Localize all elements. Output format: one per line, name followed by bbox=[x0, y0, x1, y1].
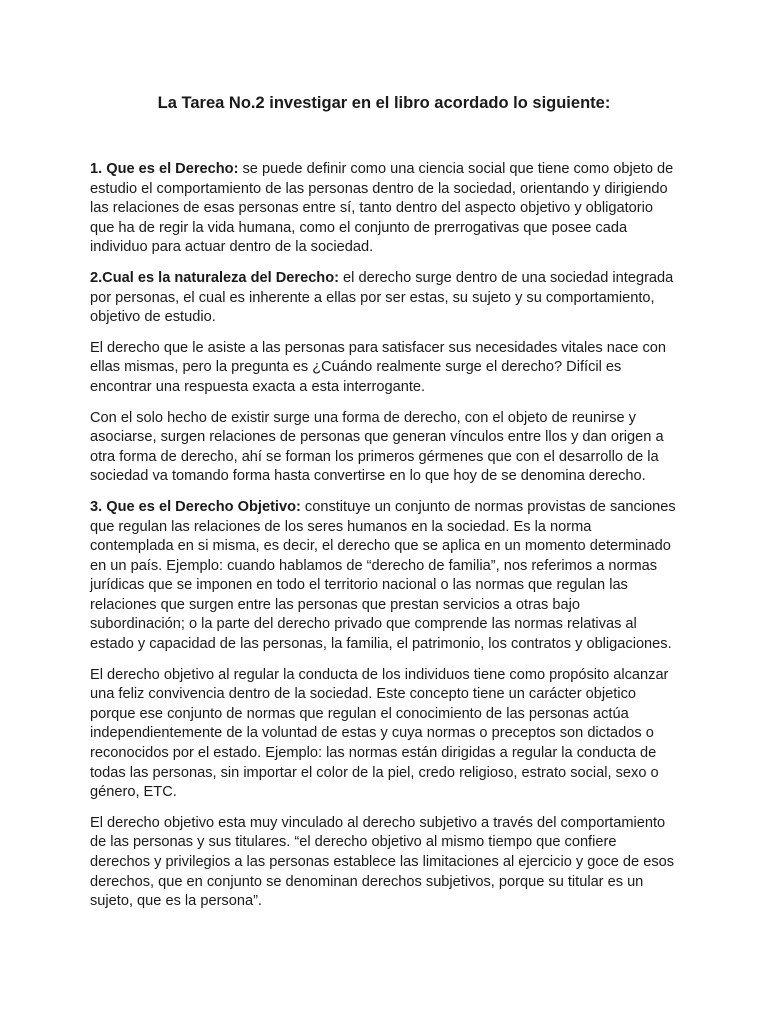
paragraph-regular-conducta bbox=[90, 666, 678, 803]
paragraph-heading: 2.Cual es la naturaleza del Derecho: bbox=[90, 269, 339, 286]
paragraph-text: Con el solo hecho de existir surge una forma de derecho, con el objeto de reunirse y asociarse, surgen relaciones de personas que generan vínculos entre llos y dan origen a otra forma de derecho, ahí se forman los primeros gérmenes que con el desarrollo de la sociedad va tomando forma hasta convertirse en lo que hoy de se denomina derecho. bbox=[90, 409, 664, 485]
paragraph-text: constituye un conjunto de normas provistas de sanciones que regulan las relaciones de los seres humanos en la sociedad. Es la norma contemplada en si misma, es decir, el derecho que se aplica en un momento determinado en un país. Ejemplo: cuando hablamos de “derecho de familia”, nos referimos a normas jurídicas que se imponen en todo el territorio nacional o las normas que regulan las relaciones que surgen entre las personas que prestan servicios a otras bajo subordinación; o la parte del derecho privado que comprende las normas relativas al estado y capacidad de las personas, la familia, el patrimonio, los contratos y obligaciones. bbox=[90, 498, 676, 653]
paragraph-text: el derecho surge dentro de una sociedad integrada por personas, el cual es inherente a ellas por ser estas, su sujeto y su comportamiento, objetivo de estudio. bbox=[90, 269, 674, 326]
paragraph-text: El derecho objetivo al regular la conducta de los individuos tiene como propósito alcanzar una feliz convivencia dentro de la sociedad. Este concepto tiene un carácter objetico porque ese conjunto de normas que regulan el conocimiento de las personas actúa independientemente de la voluntad de estas y cuya normas o preceptos son dictados o reconocidos por el estado. Ejemplo: las normas están dirigidas a regular la conducta de todas las personas, sin importar el color de la piel, credo religioso, estrato social, sexo o género, ETC. bbox=[90, 666, 669, 801]
paragraph-heading: 1. Que es el Derecho: bbox=[90, 161, 239, 177]
paragraph-text: El derecho que le asiste a las personas para satisfacer sus necesidades vitales nace con ellas mismas, pero la pregunta es ¿Cuándo realmente surge el derecho? Difícil es encontrar una respuesta exacta a esta interrogante. bbox=[90, 339, 666, 395]
paragraph-vinculo-subjetivo bbox=[90, 814, 678, 912]
paragraph-derecho-objetivo bbox=[90, 498, 678, 655]
paragraph-text: se puede definir como una ciencia social que tiene como objeto de estudio el comportamiento de las personas dentro de la sociedad, orientando y dirigiendo las relaciones de esas personas entre sí, tanto dentro del aspecto objetivo y obligatorio que ha de regir la vida humana, como el conjunto de prerrogativas que posee cada individuo para actuar dentro de la sociedad. bbox=[90, 161, 674, 256]
paragraph-derecho-necesidades bbox=[90, 339, 678, 398]
document-title: La Tarea No.2 investigar en el libro acordado lo siguiente: bbox=[157, 94, 611, 112]
paragraph-heading: 3. Que es el Derecho Objetivo: bbox=[90, 498, 301, 515]
paragraph-text: El derecho objetivo esta muy vinculado al derecho subjetivo a través del comportamiento de las personas y sus titulares. “el derecho objetivo al mismo tiempo que confiere derechos y privilegios a las personas establece las limitaciones al ejercicio y goce de esos derechos, que en conjunto se denominan derechos subjetivos, porque su titular es un sujeto, que es la persona”. bbox=[90, 814, 675, 910]
paragraph-forma-derecho bbox=[90, 409, 678, 487]
paragraph-que-es-derecho bbox=[90, 160, 678, 258]
paragraph-naturaleza-derecho bbox=[90, 269, 678, 328]
